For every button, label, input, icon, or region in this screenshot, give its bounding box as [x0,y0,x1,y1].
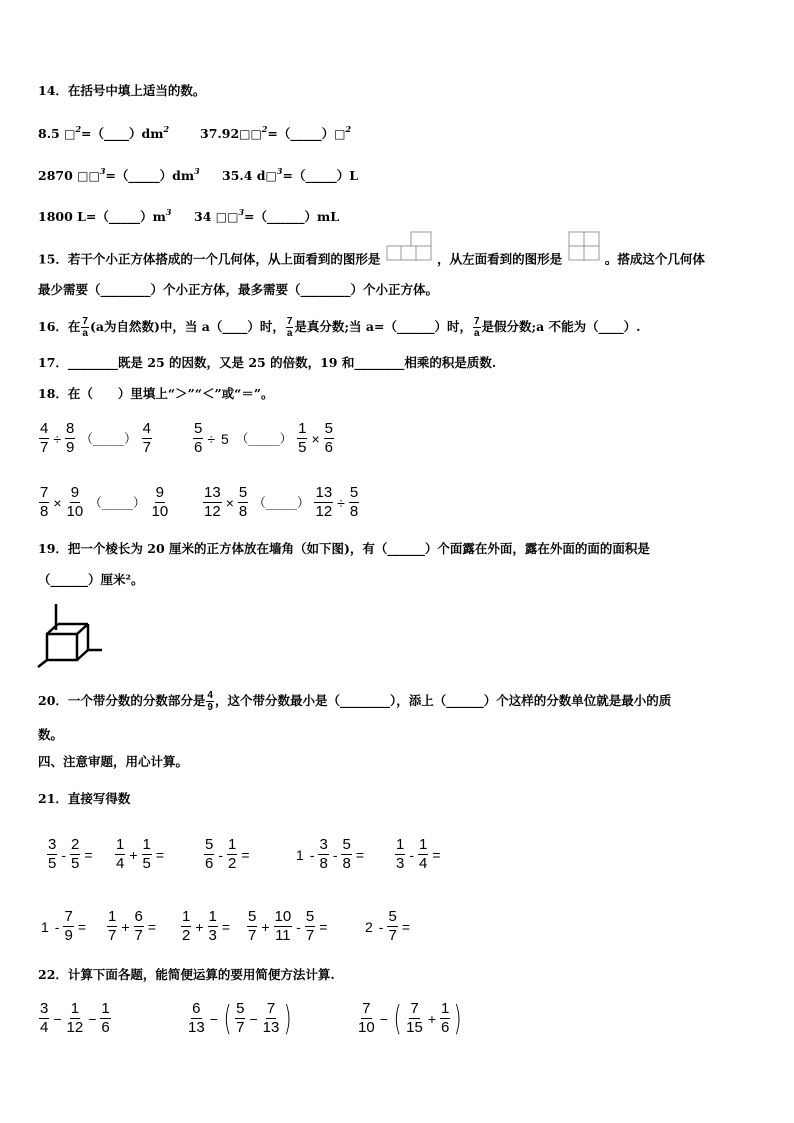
q20-line1: 20．一个带分数的分数部分是 $\frac{4}{9}$ ，这个带分数最小是（________），添上（______）个这样的分数单位就是最小的质 [38,690,672,713]
q21-row1-e: 1 3 - $\frac{1}{4}$ = [396,836,441,872]
q14-title: 14．在括号中填上适当的数。 [38,83,206,98]
q15-line2: 最少需要（________）个小正方体，最多需要（________）个小正方体。 [38,282,439,297]
q22-expr1: 3 4 − $\frac{1}{12}$ − $\frac{1}{6}$ [40,1000,110,1036]
q21-title: 21．直接写得数 [38,791,131,806]
q21-row2: 1 - $\frac{7}{9}$ = [41,908,86,944]
q18-row1: $\frac{4}{7}$ ÷ $\frac{8}{9}$ （_____） 4 7 [40,420,151,456]
q18-row2: $\frac{7}{8}$ × $\frac{9}{10}$ （_____） 9 10 [40,484,169,520]
q21-row2-b: 1 7 + $\frac{6}{7}$ = [108,908,157,944]
q21-row1-d: 1 - 3 8 - $\frac{5}{8}$ = [296,836,365,872]
q22-expr2: 6 13 − ( 5 7 − $\frac{7}{13}$ ) [188,998,292,1039]
q22-title: 22．计算下面各题，能简便运算的要用简便方法计算. [38,967,335,982]
left-view-figure [567,244,601,276]
section4-title: 四、注意审题，用心计算。 [38,754,189,769]
q17-line: 17．________既是 25 的因数，又是 25 的倍数，19 和________相乘的积是质数. [38,355,497,370]
q18-row1-b: $\frac{5}{6}$ ÷ 5 （_____） $\frac{1}{5}$ × $\frac{5}{6}$ [194,420,333,456]
q20-line2: 数。 [38,727,64,742]
q14-line1-b: 37.92□□$^2$=（_____）□$^2$ [200,124,352,141]
q21-row1: 3 5 - $\frac{2}{5}$ = [48,836,93,872]
q21-row2-d: 5 7 + $\frac{10}{11}$ - $\frac{5}{7}$ = [248,908,328,944]
q18-title: 18．在（ ）里填上“＞”“＜”或“＝”。 [38,386,274,401]
q22-expr3: 7 10 − ( 7 15 + $\frac{1}{6}$ ) [358,998,462,1039]
top-view-figure [385,244,433,276]
q16-line: 16．在 $\frac{7}{a}$ (a为自然数)中，当 a（____）时， $\frac{7}{a}$ 是真分数;当 a=（______）时， $\frac{7}{a}$ 是假分数;a 不能为（____）. [38,316,641,339]
q14-line1-a: 8.5 $□^2=(\_\_\_\_)dm^2$ [38,124,170,141]
q21-row2-c: 1 2 + $\frac{1}{3}$ = [182,908,231,944]
q14-line2-a: 2870 $□□^3=(\_\_\_\_\_)dm^3$ [38,166,200,183]
q18-row2-b: $\frac{13}{12}$ × $\frac{5}{8}$ （_____） $\frac{13}{12}$ ÷ $\frac{5}{8}$ [204,484,359,520]
q19-line1: 19．把一个棱长为 20 厘米的正方体放在墙角（如下图)，有（______）个面露在外面，露在外面的面的面积是 [38,541,650,556]
q21-row2-e: 2 - $\frac{5}{7}$ = [365,908,410,944]
q19-line2: （______）厘米²。 [38,572,144,587]
q15-line1: 15．若干个小正方体搭成的一个几何体，从上面看到的图形是 ，从左面看到的图形是 。搭成这个几何体 [38,244,705,276]
q21-row1-c: 5 6 - $\frac{1}{2}$ = [205,836,250,872]
q21-row1-b: 1 4 + $\frac{1}{5}$ = [116,836,165,872]
cube-in-corner-figure [36,604,104,668]
q14-line3-a: 1800 $L=(\_\_\_\_\_)m^3$ [38,207,172,224]
q14-line2-b: 35.4 d□$^3$=（_____）L [222,166,358,183]
q14-line3-b: 34 □□$^3$=（______）mL [194,207,340,224]
